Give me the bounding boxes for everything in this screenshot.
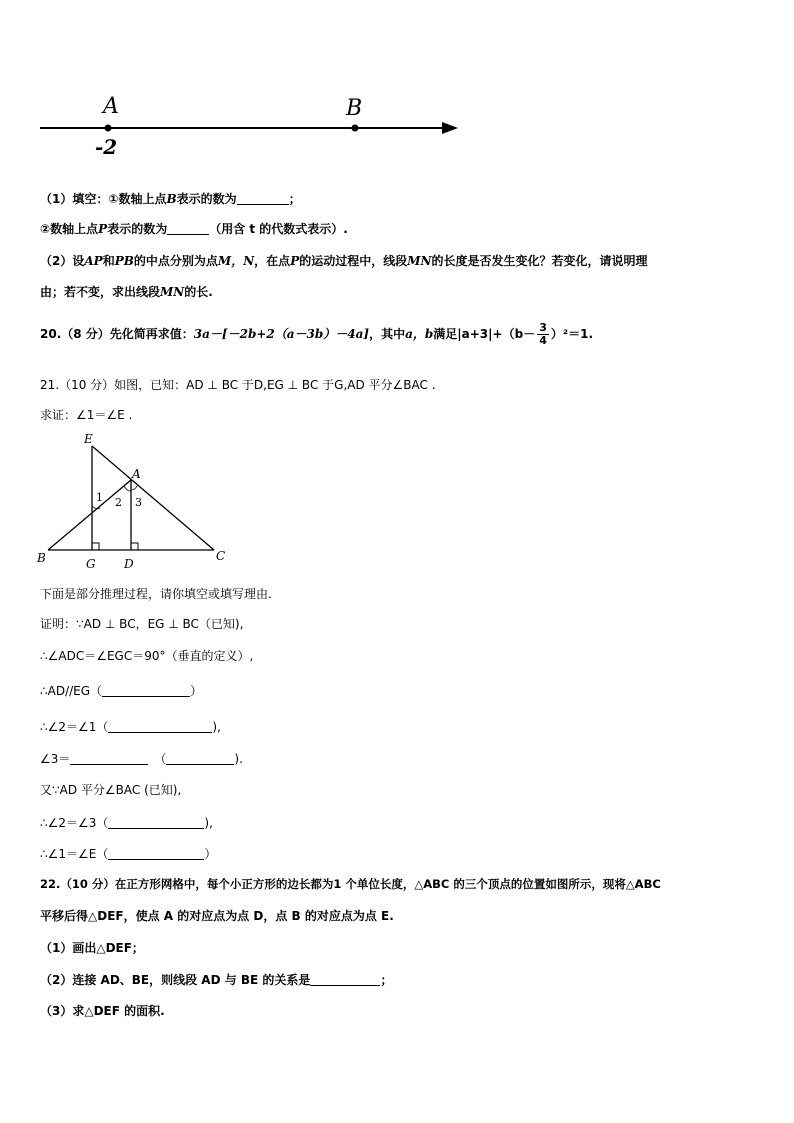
q19-part1: （1）填空：①数轴上点B表示的数为 ； xyxy=(40,192,301,206)
label-a: A xyxy=(132,467,141,481)
q19-part1b: ②数轴上点P表示的数为 （用含 t 的代数式表示）. xyxy=(40,222,348,236)
fraction-three-quarters: $\frac{3}{4}$ xyxy=(539,321,547,347)
point-a-value: -2 xyxy=(95,135,118,159)
angle-2-arc xyxy=(124,486,131,491)
q21-step2: ∴∠ADC＝∠EGC＝90°（垂直的定义）, xyxy=(40,649,254,663)
q22-part3: （3）求△DEF 的面积. xyxy=(40,1004,165,1018)
q21-step3: ∴AD//EG（ ） xyxy=(40,684,203,698)
q22-part2: （2）连接 AD、BE，则线段 AD 与 BE 的关系是 ； xyxy=(40,973,393,987)
q21-step5: ∠3＝ （ ). xyxy=(40,752,243,766)
triangle-figure xyxy=(34,428,234,573)
answer-blank[interactable] xyxy=(310,973,380,986)
angle-3-arc xyxy=(131,486,137,490)
q21-step8: ∴∠1＝∠E（ ） xyxy=(40,847,217,861)
label-angle-1: 1 xyxy=(96,491,103,504)
right-angle-d xyxy=(131,543,138,550)
answer-blank[interactable] xyxy=(167,222,209,235)
point-b-dot xyxy=(352,125,359,132)
label-angle-3: 3 xyxy=(135,496,142,509)
point-a-label: A xyxy=(103,94,119,119)
q22-line1: 22.（10 分）在正方形网格中，每个小正方形的边长都为1 个单位长度，△ABC 的三个顶点的位置如图所示，现将△ABC xyxy=(40,877,661,891)
label-b: B xyxy=(37,551,46,565)
q21-prove: 求证：∠1＝∠E . xyxy=(40,408,133,422)
label-d: D xyxy=(124,557,134,571)
q19-part2-line2: 由；若不变，求出线段MN的长. xyxy=(40,285,213,299)
label-g: G xyxy=(86,557,96,571)
q21-intro: 下面是部分推理过程，请你填空或填写理由. xyxy=(40,587,272,601)
label-angle-2: 2 xyxy=(115,496,122,509)
label-e: E xyxy=(84,432,93,446)
right-angle-g xyxy=(92,543,99,550)
label-c: C xyxy=(216,549,226,563)
q22-part1: （1）画出△DEF； xyxy=(40,941,144,955)
answer-blank[interactable] xyxy=(70,752,148,765)
answer-blank[interactable] xyxy=(237,192,289,205)
q21-step7: ∴∠2＝∠3（ ), xyxy=(40,816,213,830)
q19-part2-line1: （2）设AP和PB的中点分别为点M，N，在点P的运动过程中，线段MN的长度是否发生变化？若变化，请说明理 xyxy=(40,254,648,268)
q21-title: 21.（10 分）如图，已知：AD ⊥ BC 于D,EG ⊥ BC 于G,AD 平分∠BAC . xyxy=(40,378,436,392)
q22-line2: 平移后得△DEF，使点 A 的对应点为点 D，点 B 的对应点为点 E. xyxy=(40,909,394,923)
number-line-arrow xyxy=(442,122,458,134)
reason-blank[interactable] xyxy=(102,684,190,697)
segment-ba xyxy=(48,480,131,550)
point-a-dot xyxy=(105,125,112,132)
point-b-label: B xyxy=(346,96,363,121)
reason-blank[interactable] xyxy=(166,752,234,765)
q21-step4: ∴∠2＝∠1（ ), xyxy=(40,720,221,734)
q21-step6: 又∵AD 平分∠BAC (已知), xyxy=(40,783,182,797)
reason-blank[interactable] xyxy=(108,816,204,829)
q20: 20.（8 分）先化简再求值：3a－[－2b+2（a－3b）－4a]，其中a，b满足|a+3|+（b－ $\frac{3}{4}$ ）²＝1. xyxy=(40,321,594,347)
q21-step1: 证明：∵AD ⊥ BC，EG ⊥ BC（已知), xyxy=(40,617,244,631)
number-line-figure xyxy=(30,88,470,163)
reason-blank[interactable] xyxy=(108,847,204,860)
reason-blank[interactable] xyxy=(108,720,212,733)
